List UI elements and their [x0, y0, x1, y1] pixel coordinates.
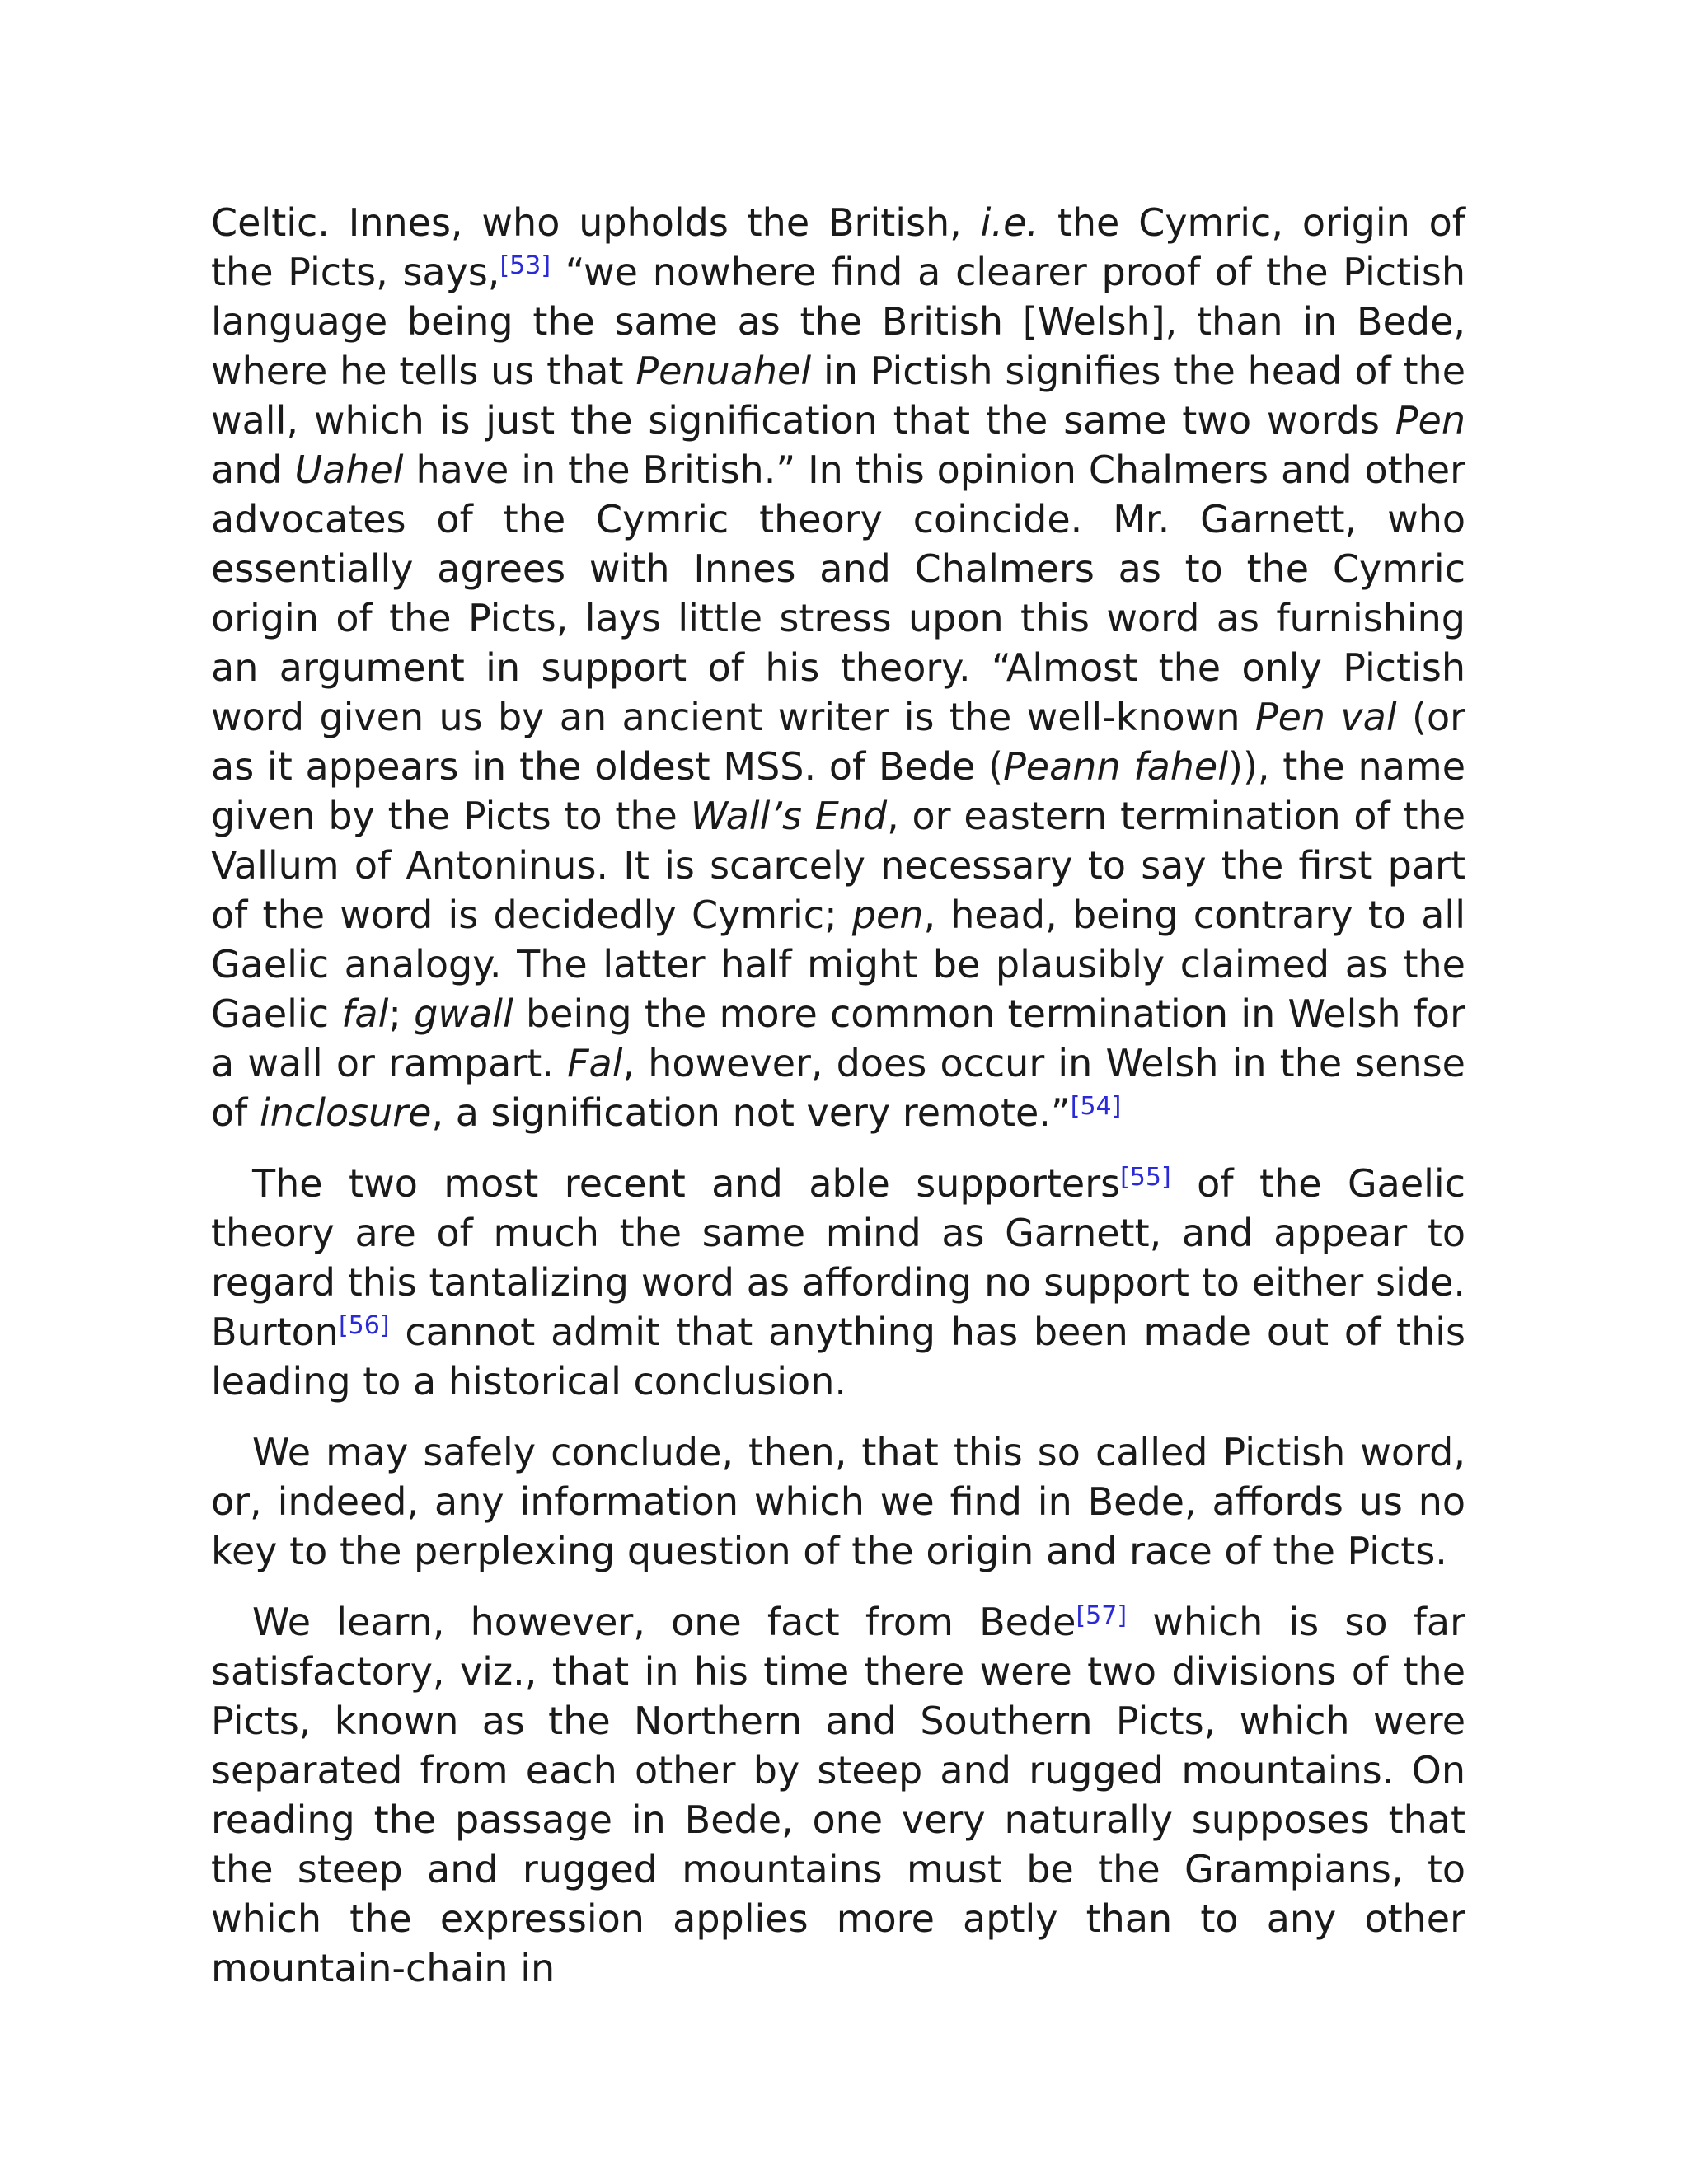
- body-text: The two most recent and able supporters: [252, 1161, 1121, 1206]
- italic-text: i.e.: [980, 200, 1039, 245]
- footnote-link[interactable]: [53]: [499, 251, 551, 280]
- body-text: have in the British.” In this opinion Chalmers and other advocates of the Cymric theory coincide. Mr. Garnett, who essentially agrees with Innes and Chalmers as to the Cymric origin of the Picts, lays little stress upon this word as furnishing an argument in support of his theory. “Almost the only Pictish word given us by an ancient writer is the well-known: [211, 448, 1466, 739]
- paragraph: [211, 198, 1465, 1137]
- body-text: which is so far satisfactory, viz., that in his time there were two divisions of the Picts, known as the Northern and Southern Picts, which were separated from each other by steep and rugged mountains. On reading the passage in Bede, one very naturally supposes that the steep and rugged mountains must be the Grampians, to which the expression applies more aptly than to any other mountain-chain in: [211, 1600, 1466, 1990]
- footnote-link[interactable]: [56]: [338, 1310, 390, 1340]
- italic-text: pen: [851, 893, 924, 937]
- footnote-link[interactable]: [57]: [1076, 1601, 1128, 1630]
- body-text: )), the name given by the Picts to the: [211, 744, 1465, 838]
- body-text: We learn, however, one fact from Bede: [252, 1600, 1076, 1644]
- body-text: “we nowhere find a clearer proof of the Pictish language being the same as the British [Welsh], than in Bede, where he tells us that: [211, 250, 1466, 393]
- italic-text: Pen val: [1254, 695, 1397, 739]
- italic-text: Uahel: [294, 448, 404, 492]
- body-text: Celtic. Innes, who upholds the British,: [211, 200, 981, 245]
- paragraph: [211, 1159, 1465, 1406]
- paragraph: [211, 1427, 1465, 1576]
- italic-text: Fal: [567, 1041, 623, 1085]
- body-text: , head, being contrary to all Gaelic analogy. The latter half might be plausibly claimed as the Gaelic: [211, 893, 1465, 1036]
- body-text: being the more common termination in Welsh for a wall or rampart.: [211, 991, 1465, 1085]
- body-text: cannot admit that anything has been made out of this leading to a historical conclusion.: [211, 1310, 1465, 1404]
- body-text: ;: [388, 991, 415, 1036]
- footnote-link[interactable]: [55]: [1120, 1162, 1171, 1192]
- italic-text: inclosure: [259, 1090, 432, 1135]
- body-text: and: [211, 448, 295, 492]
- italic-text: Wall’s End: [690, 794, 888, 838]
- italic-text: Pen: [1395, 398, 1465, 443]
- footnote-link[interactable]: [54]: [1070, 1091, 1122, 1121]
- body-text: , or eastern termination of the Vallum of Antoninus. It is scarcely necessary to say the first part of the word is decidedly Cymric;: [211, 794, 1466, 937]
- body-text: , however, does occur in Welsh in the sense of: [211, 1041, 1465, 1135]
- body-text: the Cymric, origin of the Picts, says,: [211, 200, 1465, 294]
- document-page: [211, 198, 1465, 2014]
- body-text: of the Gaelic theory are of much the same mind as Garnett, and appear to regard this tantalizing word as affording no support to either side. Burton: [211, 1161, 1465, 1354]
- paragraph: [211, 1597, 1465, 1993]
- body-text: We may safely conclude, then, that this so called Pictish word, or, indeed, any information which we find in Bede, affords us no key to the perplexing question of the origin and race of the Picts.: [211, 1430, 1465, 1573]
- body-text: , a signification not very remote.”: [431, 1090, 1071, 1135]
- body-text: (or as it appears in the oldest MSS. of Bede (: [211, 695, 1466, 789]
- italic-text: Peann fahel: [1003, 744, 1228, 789]
- italic-text: gwall: [414, 991, 513, 1036]
- italic-text: fal: [341, 991, 389, 1036]
- italic-text: Penuahel: [635, 349, 812, 393]
- body-text: in Pictish signifies the head of the wall, which is just the signification that the same two words: [211, 349, 1465, 443]
